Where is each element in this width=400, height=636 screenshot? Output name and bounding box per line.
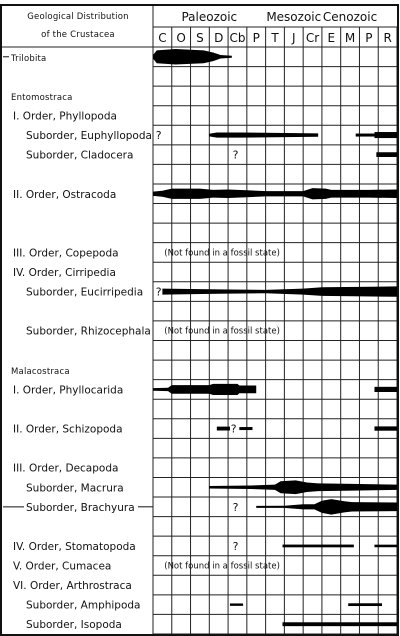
uncertain-question-mark: ? bbox=[155, 285, 162, 299]
taxon-label: I. Order, Phyllocarida bbox=[13, 384, 124, 397]
period-label: Cb bbox=[229, 31, 246, 45]
era-label: Cenozoic bbox=[322, 10, 378, 24]
era-labels bbox=[181, 10, 377, 24]
period-label: C bbox=[158, 31, 167, 45]
header-title-line2: of the Crustacea bbox=[41, 30, 115, 40]
taxon-label: III. Order, Copepoda bbox=[13, 247, 119, 260]
taxon-label: Suborder, Macrura bbox=[26, 482, 124, 495]
period-labels bbox=[158, 31, 392, 45]
range-bar bbox=[356, 134, 375, 137]
taxon-label: Suborder, Amphipoda bbox=[26, 599, 141, 612]
uncertain-question-mark: ? bbox=[232, 148, 239, 162]
range-spindle bbox=[153, 188, 397, 199]
uncertain-question-mark: ? bbox=[232, 539, 239, 553]
range-spindle bbox=[209, 480, 397, 494]
taxon-label: Suborder, Rhizocephala bbox=[26, 325, 151, 338]
era-label: Mesozoic bbox=[266, 10, 322, 24]
period-label: P bbox=[365, 31, 373, 45]
period-label: J bbox=[291, 31, 296, 45]
range-bar bbox=[374, 132, 397, 138]
period-label: Cr bbox=[305, 31, 320, 45]
range-spindle bbox=[256, 499, 397, 514]
era-label: Paleozoic bbox=[181, 10, 238, 24]
taxon-label: Entomostraca bbox=[11, 92, 73, 103]
taxon-label: Trilobita bbox=[11, 53, 47, 64]
not-fossil-note: (Not found in a fossil state) bbox=[164, 326, 280, 337]
range-bar bbox=[348, 603, 382, 606]
not-fossil-note: (Not found in a fossil state) bbox=[164, 248, 280, 259]
range-bar bbox=[376, 152, 397, 157]
period-label: R bbox=[383, 31, 392, 45]
period-label: D bbox=[214, 31, 224, 45]
period-label: E bbox=[327, 31, 336, 45]
range-bar bbox=[217, 427, 230, 431]
range-bar bbox=[374, 426, 397, 430]
taxon-label: V. Order, Cumacea bbox=[13, 560, 112, 573]
uncertain-question-mark: ? bbox=[155, 129, 162, 143]
range-bar bbox=[239, 427, 252, 430]
taxon-label: VI. Order, Arthrostraca bbox=[13, 580, 132, 593]
range-bar bbox=[283, 545, 354, 548]
uncertain-question-mark: ? bbox=[230, 422, 237, 436]
uncertain-question-mark: ? bbox=[232, 500, 239, 514]
header-title-line1: Geological Distribution bbox=[27, 12, 129, 22]
period-label: M bbox=[344, 31, 356, 45]
taxon-label: III. Order, Decapoda bbox=[13, 462, 119, 475]
range-bar bbox=[374, 387, 397, 392]
taxa-rows bbox=[3, 54, 280, 631]
range-bar bbox=[374, 545, 397, 548]
taxon-label: I. Order, Phyllopoda bbox=[13, 110, 117, 123]
taxon-label: Suborder, Brachyura bbox=[26, 501, 135, 514]
taxon-label: IV. Order, Cirripedia bbox=[13, 267, 116, 280]
range-bar bbox=[283, 622, 397, 626]
taxon-label: II. Order, Ostracoda bbox=[13, 188, 117, 201]
period-label: S bbox=[196, 31, 204, 45]
range-bar bbox=[230, 603, 243, 605]
range-spindle bbox=[209, 132, 318, 137]
taxon-label: IV. Order, Stomatopoda bbox=[13, 540, 136, 553]
not-fossil-note: (Not found in a fossil state) bbox=[164, 561, 280, 572]
range-spindle bbox=[153, 384, 256, 395]
taxon-label: Suborder, Euphyllopoda bbox=[26, 130, 152, 143]
taxon-label: Malacostraca bbox=[11, 366, 70, 377]
taxon-label: II. Order, Schizopoda bbox=[13, 423, 123, 436]
period-label: O bbox=[176, 31, 186, 45]
taxon-label: Suborder, Cladocera bbox=[26, 149, 134, 162]
taxon-label: Suborder, Eucirripedia bbox=[26, 286, 144, 299]
range-spindle bbox=[153, 49, 232, 64]
period-label: P bbox=[252, 31, 260, 45]
taxon-label: Suborder, Isopoda bbox=[26, 619, 122, 632]
period-label: T bbox=[271, 31, 279, 45]
range-spindle bbox=[162, 286, 397, 296]
range-bars bbox=[153, 49, 397, 626]
